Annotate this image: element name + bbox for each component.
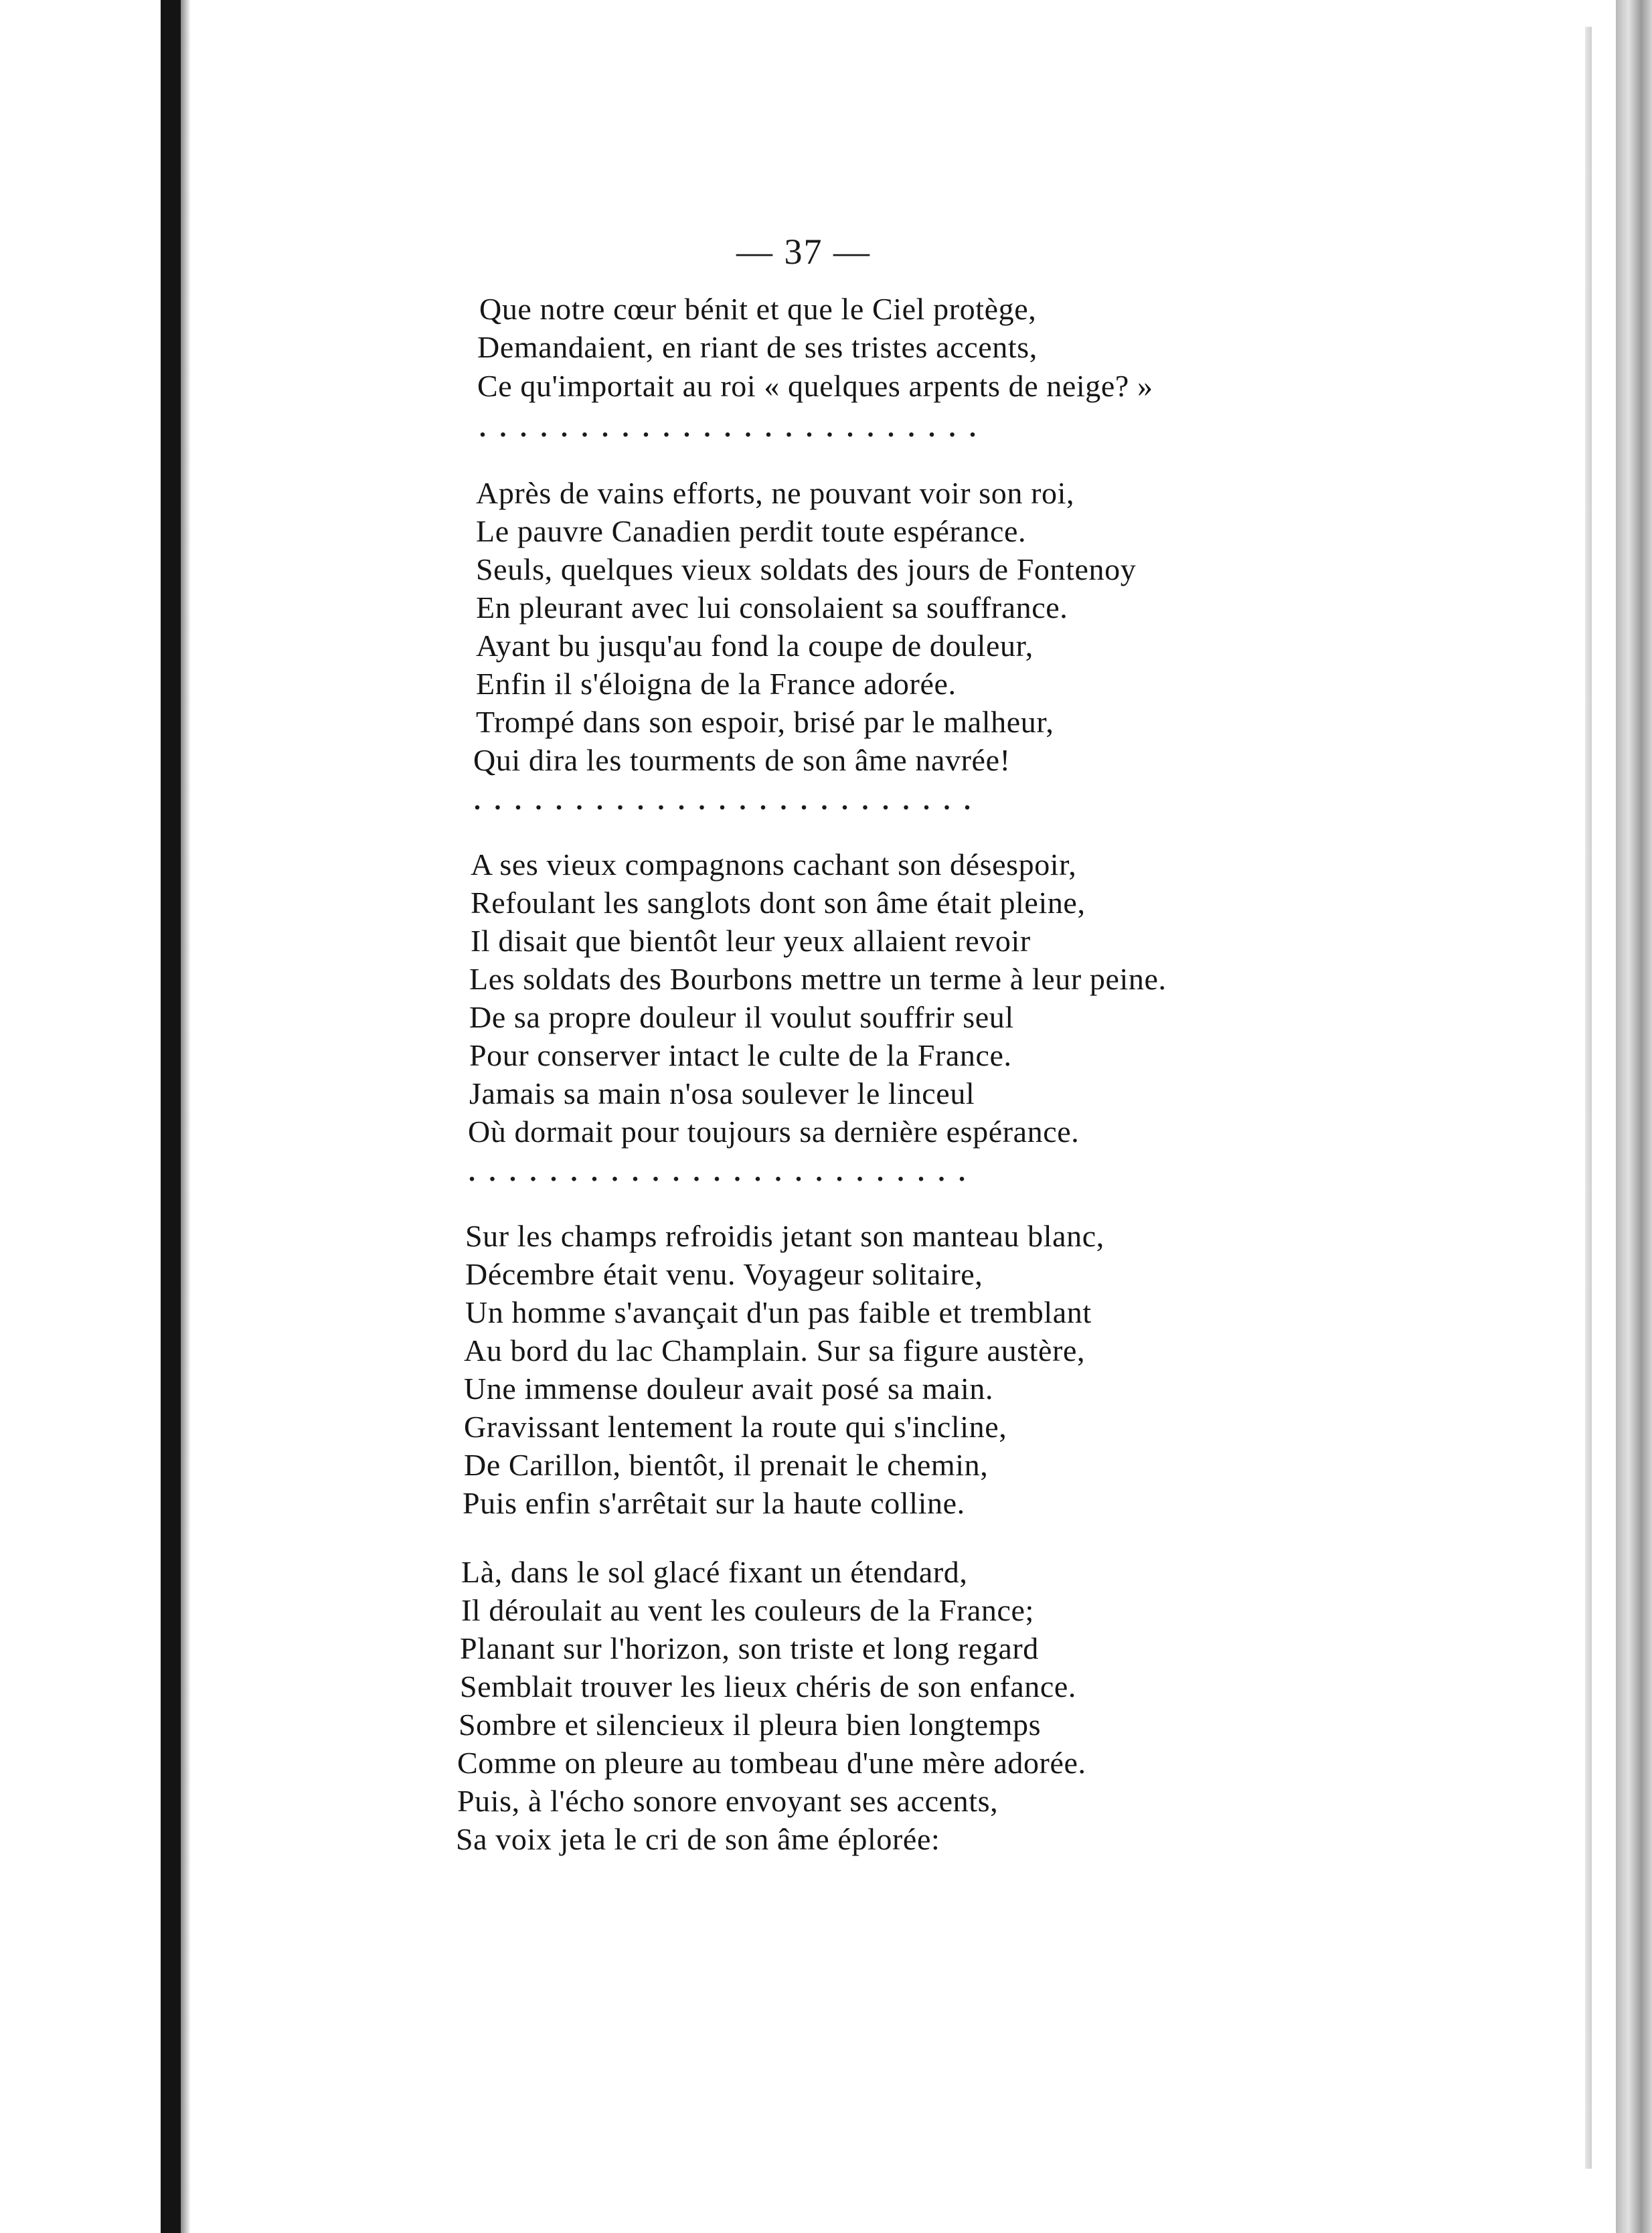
poem-line: Jamais sa main n'osa soulever le linceul [469,1076,975,1110]
poem-line: Sa voix jeta le cri de son âme éplorée: [456,1822,940,1856]
poem-line: Demandaient, en riant de ses tristes accents, [477,330,1038,364]
poem-line: Trompé dans son espoir, brisé par le malheur, [476,705,1054,739]
poem-line: Refoulant les sanglots dont son âme était pleine, [471,886,1086,920]
poem-line: Qui dira les tourments de son âme navrée! [473,743,1011,777]
poem-line: En pleurant avec lui consolaient sa souffrance. [476,590,1068,625]
poem-line: Le pauvre Canadien perdit toute espérance. [476,514,1027,548]
poem-line: Seuls, quelques vieux soldats des jours de Fontenoy [476,552,1137,586]
poem-line: Planant sur l'horizon, son triste et long regard [460,1631,1039,1665]
poem-line: Puis enfin s'arrêtait sur la haute colline. [463,1486,965,1520]
left-margin [0,0,161,2233]
poem-line: Il disait que bientôt leur yeux allaient revoir [471,924,1031,958]
book-spine-edge [161,0,181,2233]
poem-line: A ses vieux compagnons cachant son désespoir, [471,847,1077,882]
ellipsis-separator: ......................... [469,1157,979,1187]
poem-line: Une immense douleur avait posé sa main. [464,1372,994,1406]
poem-line: Enfin il s'éloigna de la France adorée. [476,667,957,701]
poem-line: Sombre et silencieux il pleura bien longtemps [459,1708,1042,1742]
ellipsis-separator: ......................... [479,412,990,442]
poem-line: Un homme s'avançait d'un pas faible et tremblant [465,1295,1092,1329]
poem-line: Puis, à l'écho sonore envoyant ses accents, [457,1784,999,1818]
poem-line: De sa propre douleur il voulut souffrir seul [469,1000,1014,1034]
poem-line: Là, dans le sol glacé fixant un étendard, [461,1555,968,1589]
spine-shadow [181,0,190,2233]
poem-line: Au bord du lac Champlain. Sur sa figure austère, [464,1333,1086,1368]
poem-line: De Carillon, bientôt, il prenait le chemin, [464,1448,989,1482]
poem-line: Après de vains efforts, ne pouvant voir son roi, [476,476,1075,510]
ellipsis-separator: ......................... [474,785,985,815]
poem-line: Décembre était venu. Voyageur solitaire, [465,1257,983,1291]
right-page-edge [1616,0,1652,2233]
poem-line: Ce qu'importait au roi « quelques arpents de neige? » [477,369,1153,403]
poem-line: Semblait trouver les lieux chéris de son enfance. [460,1669,1076,1704]
page-edge-shadow [1585,27,1592,2169]
page-number: — 37 — [736,232,871,272]
poem-line: Pour conserver intact le culte de la France. [469,1038,1012,1072]
poem-line: Il déroulait au vent les couleurs de la France; [461,1593,1034,1627]
poem-line: Où dormait pour toujours sa dernière espérance. [468,1114,1080,1149]
poem-line: Ayant bu jusqu'au fond la coupe de douleur, [476,629,1034,663]
poem-line: Gravissant lentement la route qui s'incline, [464,1410,1007,1444]
poem-line: Comme on pleure au tombeau d'une mère adorée. [457,1746,1086,1780]
poem-line: Les soldats des Bourbons mettre un terme à leur peine. [469,962,1167,996]
poem-line: Que notre cœur bénit et que le Ciel protège, [479,292,1037,326]
poem-line: Sur les champs refroidis jetant son manteau blanc, [465,1219,1104,1253]
